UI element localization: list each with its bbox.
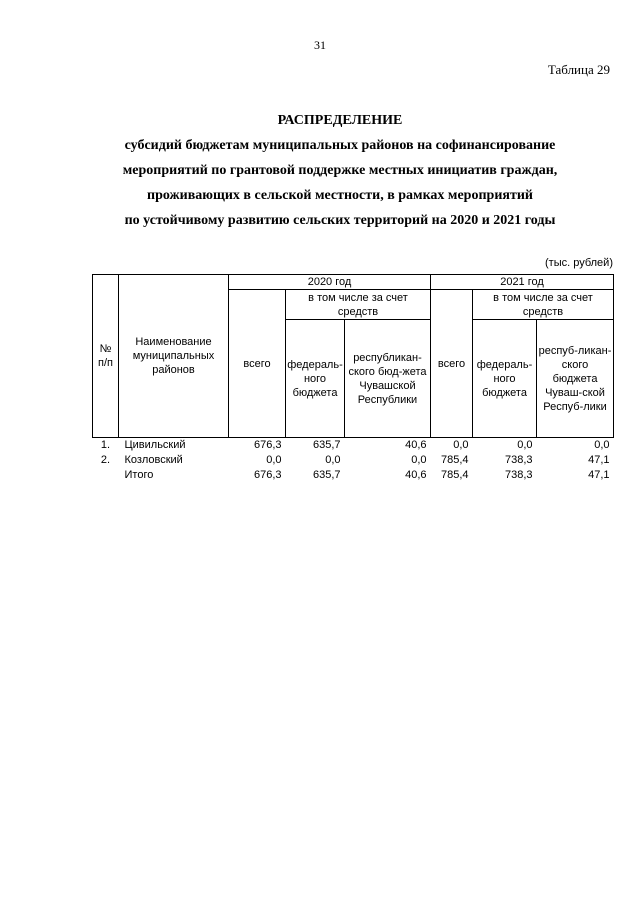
header-total-2021: всего [431,290,473,438]
header-total-2020: всего [229,290,286,438]
table-row [93,453,614,468]
row-republic-2021: 47,1 [588,454,610,466]
row-federal-2020: 635,7 [312,469,341,481]
row-num [93,468,119,483]
row-name: Итого [124,469,154,481]
row-total-2021: 785,4 [440,469,469,481]
units-note: (тыс. рублей) [545,257,613,269]
row-republic-2021: 47,1 [588,469,610,481]
row-republic-2021: 0,0 [594,439,610,451]
row-republic-2020: 40,6 [405,469,427,481]
header-year-2020: 2020 год [229,275,431,290]
header-year-2021: 2021 год [431,275,614,290]
title-line-3: мероприятий по грантовой поддержке местных инициатив граждан, [122,163,558,178]
row-total-2020: 676,3 [253,439,282,451]
subsidy-table [92,274,614,483]
row-republic-2020: 40,6 [405,439,427,451]
table-label: Таблица 29 [547,62,610,77]
title-line-1: РАСПРЕДЕЛЕНИЕ [277,113,403,128]
row-total-2020: 0,0 [266,454,282,466]
row-federal-2021: 0,0 [517,439,533,451]
row-num: 2. [100,454,111,466]
header-num: № п/п [93,275,119,438]
header-federal-2020: федераль-ного бюджета [286,320,345,438]
header-republic-2021: респуб-ликан-ского бюджета Чуваш-ской Респуб-лики [537,320,614,438]
row-republic-2020: 0,0 [411,454,427,466]
row-federal-2020: 0,0 [325,454,341,466]
row-federal-2021: 738,3 [504,454,533,466]
title-line-5: по устойчивому развитию сельских территорий на 2020 и 2021 годы [124,213,556,228]
row-federal-2021: 738,3 [504,469,533,481]
row-total-2020: 676,3 [253,469,282,481]
row-num: 1. [100,439,111,451]
header-including-2021: в том числе за счет средств [473,290,614,320]
row-name: Козловский [124,454,183,466]
table-row-total [93,468,614,483]
header-including-2020: в том числе за счет средств [286,290,431,320]
page-number: 31 [314,38,326,52]
table-row [93,438,614,454]
title-line-2: субсидий бюджетам муниципальных районов на софинансирование [124,138,556,153]
header-republic-2020: республикан-ского бюд-жета Чувашской Республики [345,320,431,438]
header-federal-2021: федераль-ного бюджета [473,320,537,438]
row-total-2021: 785,4 [440,454,469,466]
document-title [60,108,620,233]
row-federal-2020: 635,7 [312,439,341,451]
row-total-2021: 0,0 [453,439,469,451]
header-name: Наименование муниципальных районов [119,275,229,438]
title-line-4: проживающих в сельской местности, в рамках мероприятий [147,188,533,203]
row-name: Цивильский [124,439,186,451]
